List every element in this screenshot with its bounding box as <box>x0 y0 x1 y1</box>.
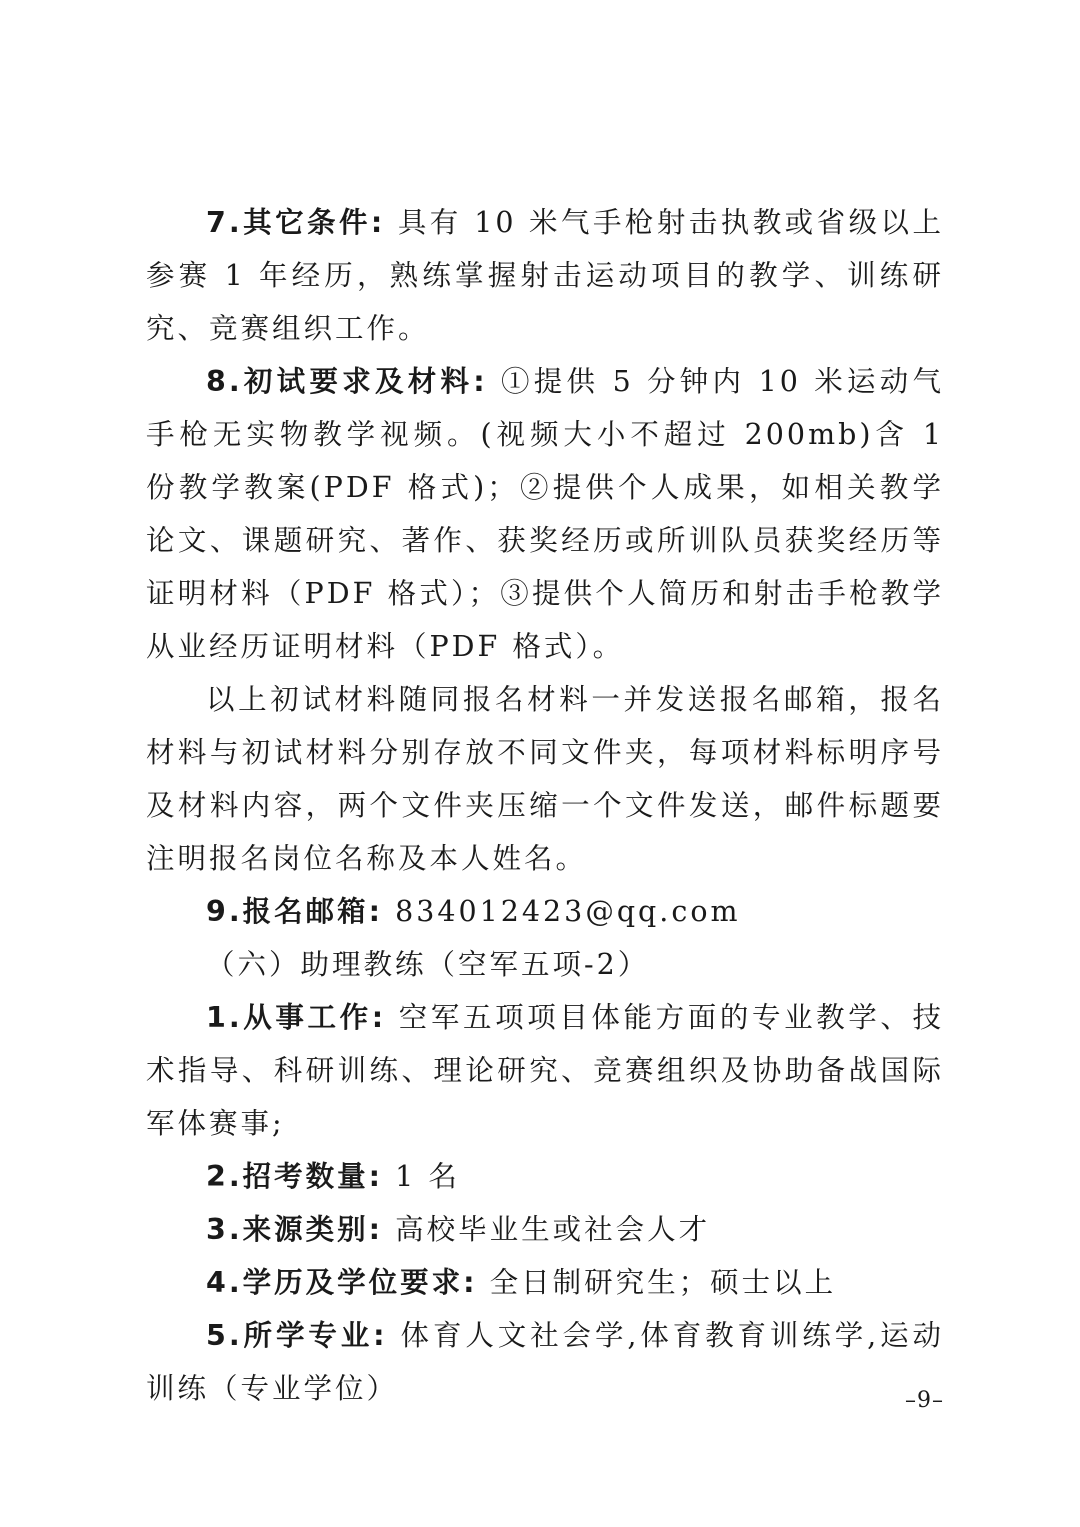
paragraph-submission-note <box>146 673 944 885</box>
paragraph-label: 5.所学专业: <box>206 1319 388 1352</box>
email-address: 834012423@qq.com <box>383 895 741 928</box>
paragraph-registration-email <box>146 885 944 938</box>
section-heading-assistant-coach <box>146 938 944 991</box>
paragraph-label: 9.报名邮箱: <box>206 895 384 928</box>
paragraph-major <box>146 1309 944 1415</box>
paragraph-label: 4.学历及学位要求: <box>206 1266 478 1299</box>
paragraph-education-requirements <box>146 1256 944 1309</box>
paragraph-text: 空军五项项目体能方面的专业教学、技术指导、科研训练、理论研究、竞赛组织及协助备战国际军体赛事; <box>146 1001 945 1140</box>
paragraph-other-conditions <box>146 196 944 355</box>
paragraph-text: 具有 10 米气手枪射击执教或省级以上参赛 1 年经历，熟练掌握射击运动项目的教学、训练研究、竞赛组织工作。 <box>146 206 944 345</box>
page-body <box>146 196 944 1415</box>
paragraph-job-duties <box>146 991 944 1150</box>
paragraph-text: 体育人文社会学,体育教育训练学,运动训练（专业学位） <box>146 1319 944 1405</box>
paragraph-text: 以上初试材料随同报名材料一并发送报名邮箱，报名材料与初试材料分别存放不同文件夹，每项材料标明序号及材料内容，两个文件夹压缩一个文件发送，邮件标题要注明报名岗位名称及本人姓名。 <box>146 683 944 875</box>
paragraph-label: 3.来源类别: <box>206 1213 384 1246</box>
page-number: –9– <box>905 1388 944 1413</box>
paragraph-label: 8.初试要求及材料: <box>206 365 488 398</box>
paragraph-text: 全日制研究生；硕士以上 <box>477 1266 837 1299</box>
paragraph-recruit-count <box>146 1150 944 1203</box>
paragraph-source-category <box>146 1203 944 1256</box>
section-heading-text: （六）助理教练（空军五项-2） <box>206 948 650 981</box>
paragraph-text: 1 名 <box>383 1160 460 1193</box>
paragraph-label: 2.招考数量: <box>206 1160 384 1193</box>
paragraph-preliminary-requirements <box>146 355 944 673</box>
paragraph-label: 7.其它条件: <box>206 206 386 239</box>
paragraph-text: 高校毕业生或社会人才 <box>383 1213 711 1246</box>
paragraph-label: 1.从事工作: <box>206 1001 387 1034</box>
paragraph-text: ①提供 5 分钟内 10 米运动气手枪无实物教学视频。(视频大小不超过 200mb)含 1 份教学教案(PDF 格式)；②提供个人成果，如相关教学论文、课题研究、著作、获奖经历或所训队员获奖经历等证明材料（PDF 格式）；③提供个人简历和射击手枪教学从业经历证明材料（PDF 格式）。 <box>146 365 944 663</box>
